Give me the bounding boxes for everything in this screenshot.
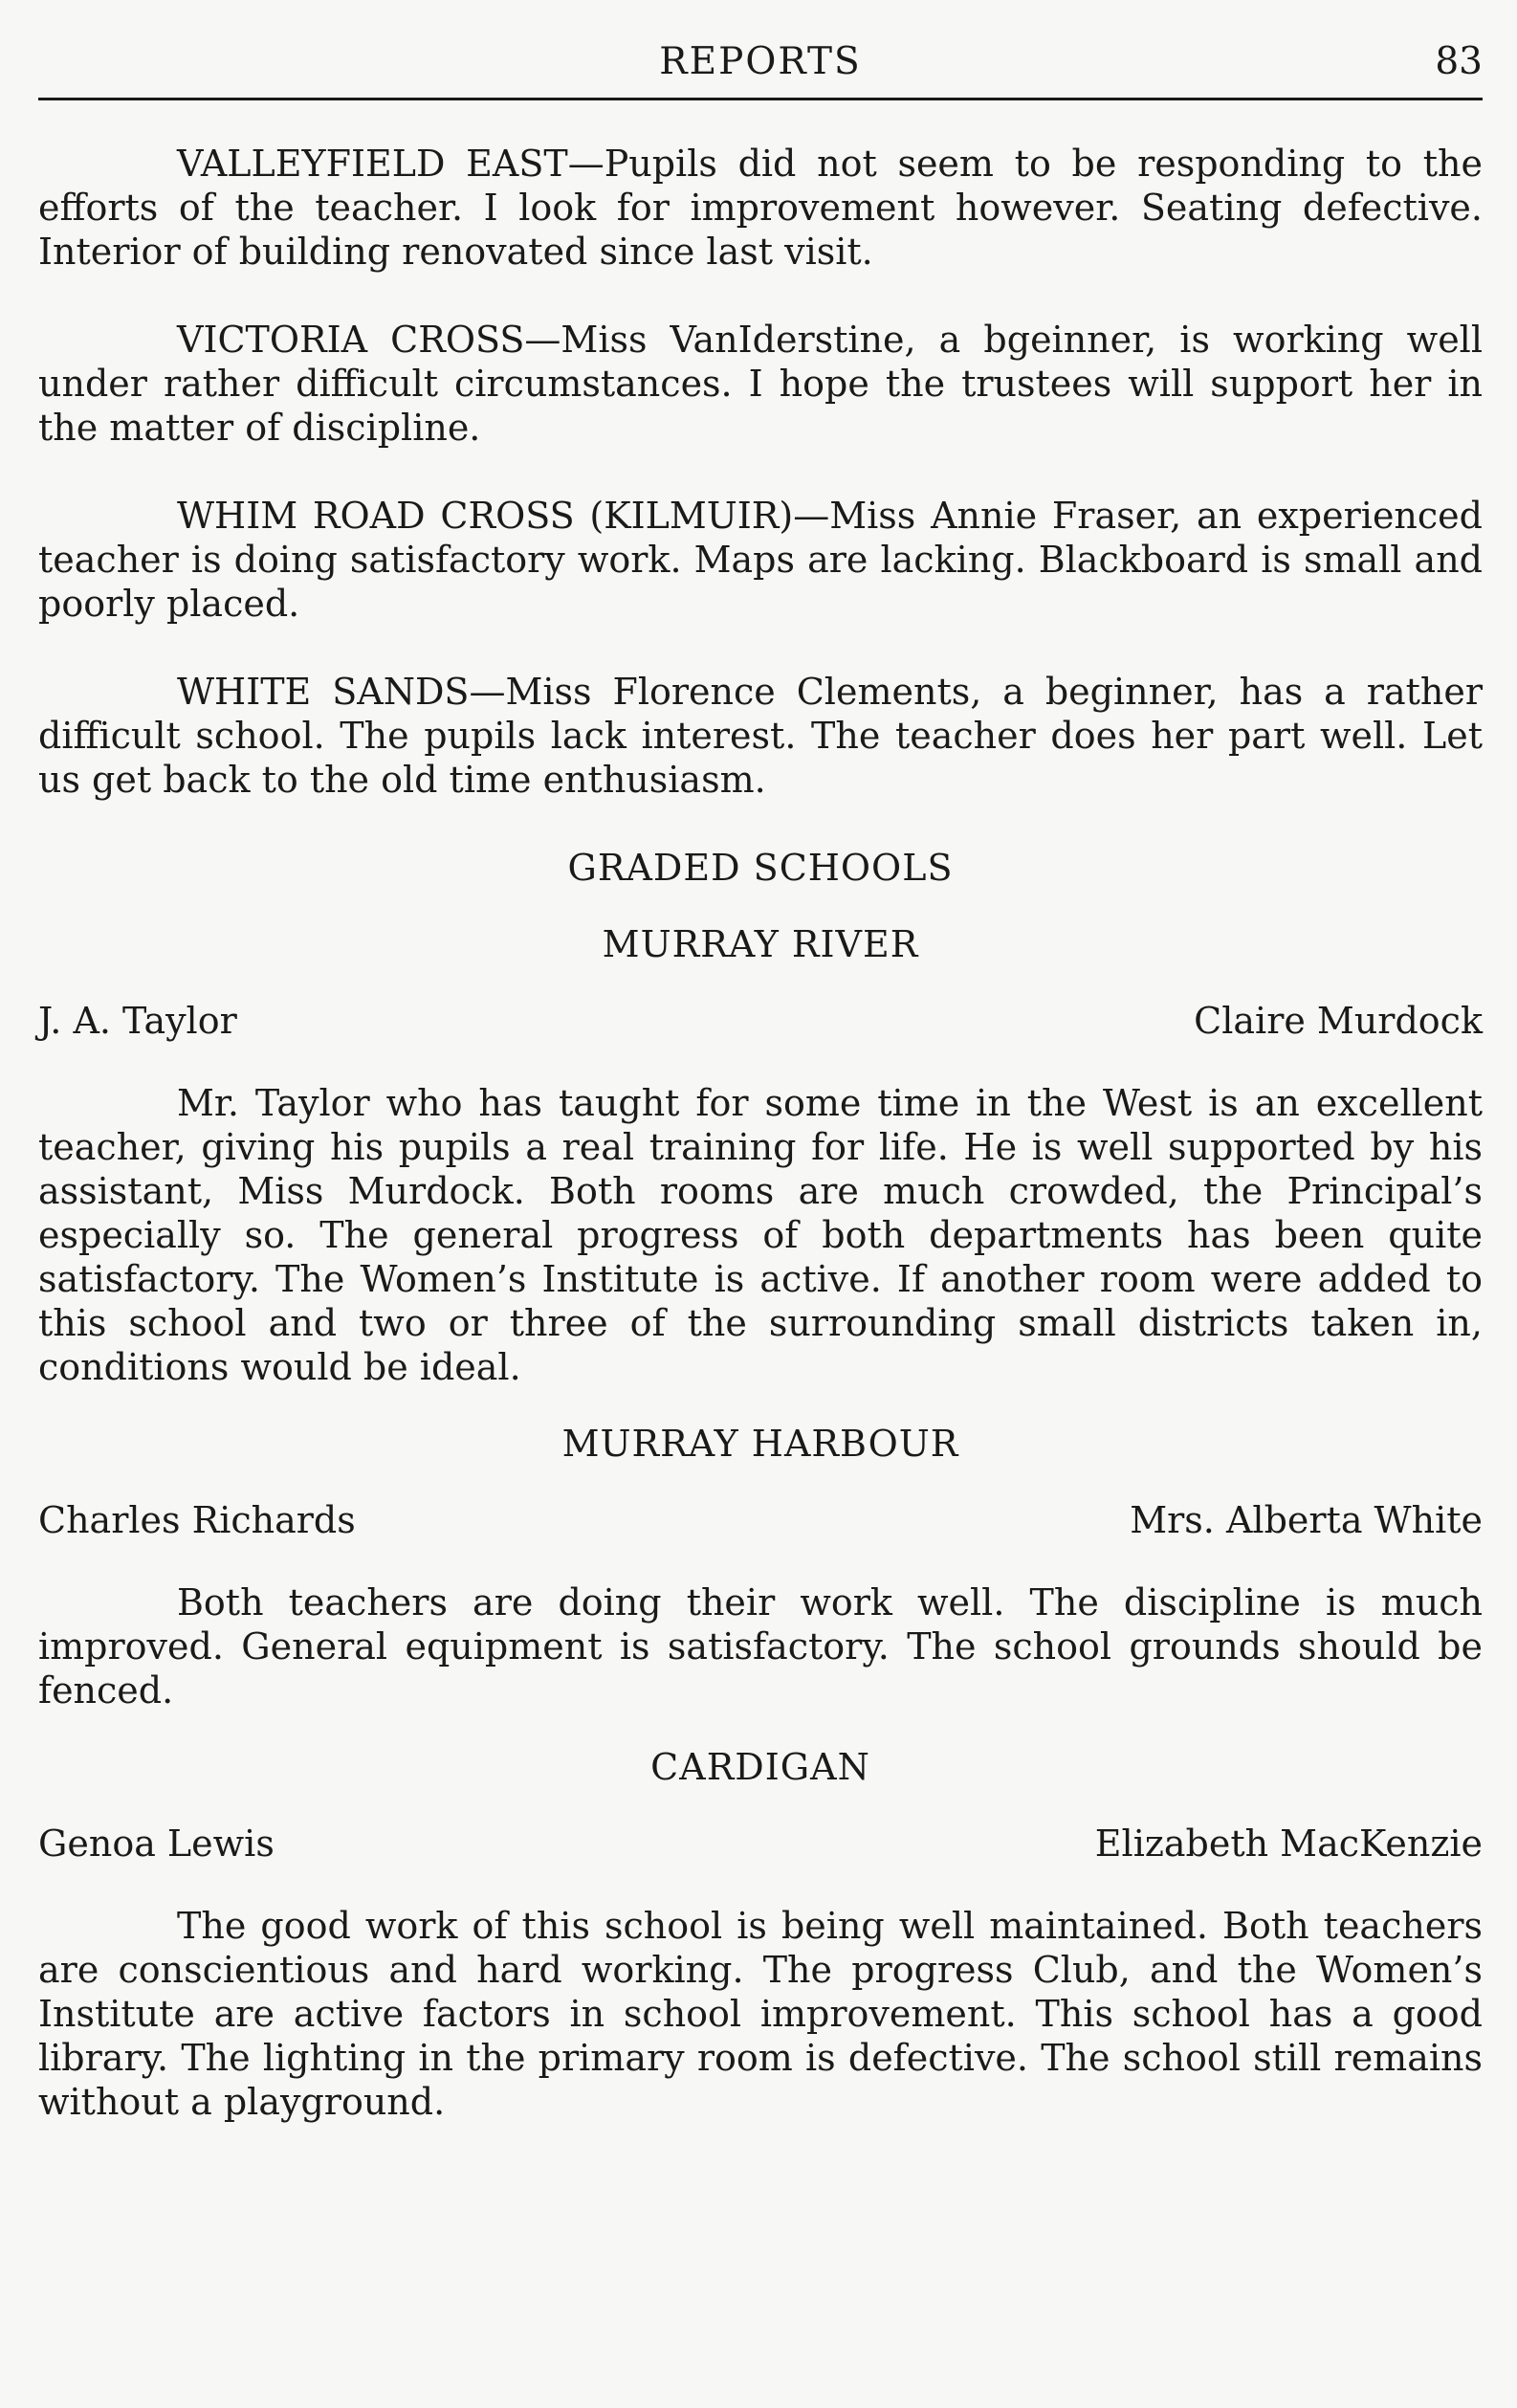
document-page	[38, 29, 1483, 2123]
murray-harbour-report: Both teachers are doing their work well. The discipline is much improved. General equipment is satisfactory. The school grounds should be fenced.	[38, 1581, 1483, 1712]
murray-harbour-principal: Charles Richards	[38, 1499, 356, 1541]
cardigan-heading: CARDIGAN	[650, 1746, 870, 1788]
victoria-cross-report: VICTORIA CROSS—Miss VanIderstine, a bgeinner, is working well under rather difficult circumstances. I hope the trustees will support her in the matter of discipline.	[38, 319, 1483, 449]
report-body	[38, 142, 1483, 2124]
white-sands-report: WHITE SANDS—Miss Florence Clements, a beginner, has a rather difficult school. The pupils lack interest. The teacher does her part well. Let us get back to the old time enthusiasm.	[38, 671, 1483, 801]
running-title: REPORTS	[659, 40, 862, 83]
cardigan-principal: Genoa Lewis	[38, 1823, 275, 1865]
murray-harbour-assistant: Mrs. Alberta White	[1130, 1499, 1483, 1541]
murray-river-teachers	[38, 999, 1483, 1043]
murray-river-principal: J. A. Taylor	[38, 1000, 237, 1042]
valleyfield-east-report: VALLEYFIELD EAST—Pupils did not seem to be responding to the efforts of the teacher. I look for improvement however. Seating defective. Interior of building renovated since last visit.	[38, 143, 1483, 273]
murray-river-heading: MURRAY RIVER	[602, 923, 919, 965]
whim-road-cross-report: WHIM ROAD CROSS (KILMUIR)—Miss Annie Fraser, an experienced teacher is doing satisfactory work. Maps are lacking. Blackboard is small and poorly placed.	[38, 495, 1483, 625]
page-number: 83	[1435, 40, 1483, 83]
running-header	[38, 29, 1483, 86]
header-rule	[38, 98, 1483, 100]
graded-schools-heading: GRADED SCHOOLS	[567, 847, 954, 889]
cardigan-report: The good work of this school is being well maintained. Both teachers are conscientious and hard working. The progress Club, and the Women’s Institute are active factors in school improvement. This school has a good library. The lighting in the primary room is defective. The school still remains without a playground.	[38, 1905, 1483, 2123]
cardigan-teachers	[38, 1822, 1483, 1866]
murray-river-assistant: Claire Murdock	[1194, 1000, 1483, 1042]
murray-harbour-heading: MURRAY HARBOUR	[561, 1423, 959, 1465]
cardigan-assistant: Elizabeth MacKenzie	[1094, 1823, 1483, 1865]
murray-river-report: Mr. Taylor who has taught for some time in the West is an excellent teacher, giving his pupils a real training for life. He is well supported by his assistant, Miss Murdock. Both rooms are much crowded, the Principal’s especially so. The general progress of both departments has been quite satisfactory. The Women’s Institute is active. If another room were added to this school and two or three of the surrounding small districts taken in, conditions would be ideal.	[38, 1082, 1483, 1388]
murray-harbour-teachers	[38, 1498, 1483, 1542]
